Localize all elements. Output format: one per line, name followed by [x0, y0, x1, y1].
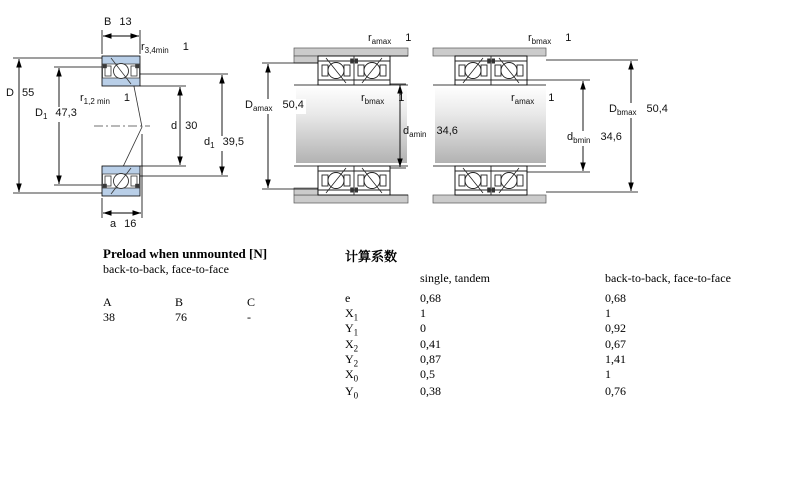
- preload-value-A: 38: [103, 310, 115, 324]
- preload-table-subtitle: back-to-back, face-to-face: [103, 262, 229, 276]
- preload-table: [103, 246, 333, 336]
- preload-col-header: B: [175, 295, 184, 309]
- factor-value-single: 0,5: [420, 367, 435, 381]
- bearing-pair-top: [318, 56, 390, 85]
- factor-symbol: $Y_2$: [345, 352, 359, 369]
- bearing-section-bottom: [102, 166, 140, 196]
- factor-value-paired: 0,68: [605, 291, 626, 305]
- factor-value-single: 0,38: [420, 384, 441, 398]
- factors-col2-header: back-to-back, face-to-face: [605, 271, 731, 285]
- preload-col-header: A: [103, 295, 112, 309]
- factor-value-paired: 0,67: [605, 337, 626, 351]
- housing-shoulder: [294, 56, 318, 63]
- bearing-pair-bottom: [318, 166, 390, 195]
- housing-strip-top: [294, 48, 408, 56]
- bearing-pair-top: [455, 56, 527, 85]
- dim-label-a: a 16: [110, 218, 137, 230]
- factor-value-single: 0,68: [420, 291, 441, 305]
- factor-symbol: $Y_0$: [345, 384, 359, 401]
- dim-label-D1: $D_1$ 47,3: [35, 107, 77, 122]
- factor-value-single: 0,87: [420, 352, 441, 366]
- dim-label-Dbmax: $D_{bmax}$ 50,4: [609, 103, 668, 118]
- dim-label-rbmax-btb: $r_{bmax}$ 1: [361, 92, 405, 107]
- calculation-factors-table: [345, 246, 795, 411]
- dim-label-Damax: $D_{amax}$ 50,4: [245, 99, 304, 114]
- dim-label-d: d 30: [171, 120, 198, 132]
- factor-value-paired: 0,76: [605, 384, 626, 398]
- factor-symbol: $X_0$: [345, 367, 359, 384]
- factor-value-single: 0,41: [420, 337, 441, 351]
- preload-value-B: 76: [175, 310, 187, 324]
- factors-col1-header: single, tandem: [420, 271, 490, 285]
- factor-symbol: $X_1$: [345, 306, 359, 323]
- bearing-pair-bottom: [455, 166, 527, 195]
- housing-strip-bottom: [294, 195, 408, 203]
- dim-label-dbmin: $d_{bmin}$ 34,6: [567, 131, 622, 146]
- housing-strip-top: [433, 48, 546, 56]
- dim-label-D: D 55: [6, 87, 35, 99]
- back-to-back-diagram: [262, 48, 408, 203]
- dim-label-B: B 13: [104, 16, 132, 28]
- dim-label-rbmax-ftf: $r_{bmax}$ 1: [528, 32, 572, 47]
- face-to-face-diagram: [433, 48, 638, 203]
- factor-value-paired: 1: [605, 306, 611, 320]
- dim-label-r12min: $r_{1,2 min}$ 1: [80, 92, 131, 107]
- dim-label-ramax-ftf: $r_{amax}$ 1: [511, 92, 555, 107]
- dim-label-d1: $d_1$ 39,5: [204, 136, 244, 151]
- factor-value-single: 1: [420, 306, 426, 320]
- factor-value-single: 0: [420, 321, 426, 335]
- factor-value-paired: 1,41: [605, 352, 626, 366]
- dim-label-damin: $d_{amin}$ 34,6: [403, 125, 458, 140]
- preload-table-title: Preload when unmounted [N]: [103, 246, 268, 261]
- factor-value-paired: 0,92: [605, 321, 626, 335]
- factor-symbol: $Y_1$: [345, 321, 359, 338]
- dim-label-ramax-btb: $r_{amax}$ 1: [368, 32, 412, 47]
- bearing-section-top: [102, 56, 140, 86]
- factors-table-title: 计算系数: [345, 249, 398, 264]
- factor-symbol: e: [345, 291, 351, 305]
- housing-strip-bottom: [433, 195, 546, 203]
- preload-col-header: C: [247, 295, 256, 309]
- dim-label-r34min: $r_{3,4min}$ 1: [141, 41, 189, 56]
- factor-symbol: $X_2$: [345, 337, 359, 354]
- factor-value-paired: 1: [605, 367, 611, 381]
- preload-value-C: -: [247, 310, 251, 324]
